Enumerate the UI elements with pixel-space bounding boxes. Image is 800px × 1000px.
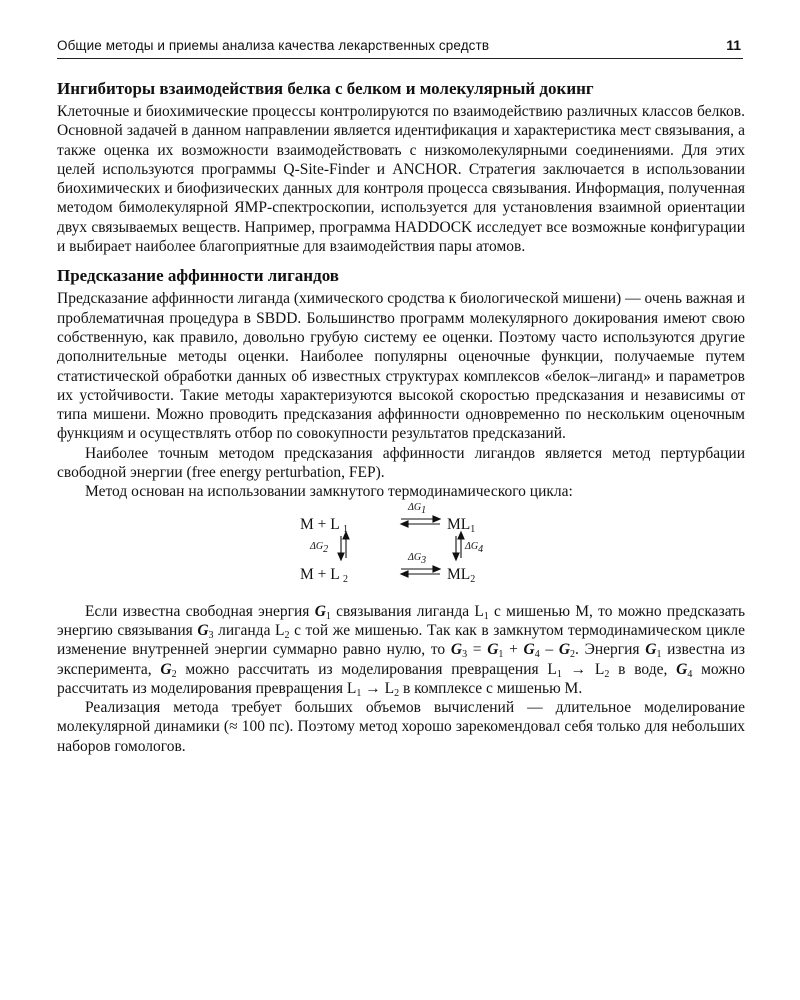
paragraph-ppi: Клеточные и биохимические процессы контролируются по взаимодействию различных классов белков. Основной задачей в данном направлении является идентификация и характеристика мест связывания, а также оценка их возможности взаимодействовать с низкомолекулярными соединениями. Для этих целей используются программы Q-Site-Finder и ANCHOR. Стратегия заключается в использовании биохимических и биофизических данных для контроля процесса связывания. Информация, полученная методом бимолекулярной ЯМР-спектроскопии, используется для установления взаимной ориентации двух связываемых веществ. Например, программа HADDOCK исследует все возможные конфигурации и выбирает наиболее благоприятные для взаимодействия пары атомов. bbox=[57, 103, 745, 256]
cycle-top-left: M + L $_1$ bbox=[300, 515, 349, 535]
arrow-left-down-head bbox=[338, 553, 344, 560]
running-head bbox=[57, 36, 743, 59]
arrow-top-forward-head bbox=[433, 516, 440, 522]
arrow-right-down-head bbox=[453, 553, 459, 560]
arrow-bottom-forward-head bbox=[433, 566, 440, 572]
cycle-arrows bbox=[57, 502, 745, 602]
paragraph-affinity-1: Предсказание аффинности лиганда (химического сродства к биологической мишени) — очень важная и проблематичная процедура в SBDD. Большинство программ молекулярного докирования имеют свою собственную, как правило, довольно грубую систему ее оценки. Поэтому часто используются другие дополнительные методы оценки. Наиболее популярны оценочные функции, получаемые путем статистической обработки данных об известных структурах комплексов «белок–лиганд» и параметров их устойчивости. Такие методы характеризуются высокой скоростью предсказания и независимы от типа мишени. Можно проводить предсказания аффинности одновременно по нескольким оценочным функциям и осуществлять отбор по совокупности результатов предсказаний. bbox=[57, 290, 745, 443]
paragraph-affinity-3: Метод основан на использовании замкнутого термодинамического цикла: bbox=[85, 483, 573, 501]
cycle-top-right: $ML_1$ bbox=[447, 515, 476, 535]
delta-g4-label: $\Delta G_4$ bbox=[465, 540, 484, 555]
arrow-bottom-back-head bbox=[401, 571, 408, 577]
section-heading-affinity: Предсказание аффинности лигандов bbox=[57, 266, 339, 286]
cycle-bottom-right: $ML_2$ bbox=[447, 565, 476, 585]
page-number: 11 bbox=[726, 37, 741, 53]
delta-g1-label: $\Delta G_1$ bbox=[408, 501, 427, 516]
paragraph-affinity-2: Наиболее точным методом предсказания аффинности лигандов является метод пертурбации свободной энергии (free energy perturbation, FEP). bbox=[57, 444, 745, 482]
thermodynamic-cycle bbox=[57, 502, 745, 602]
page-content bbox=[57, 78, 745, 756]
paragraph-fep-cost: Реализация метода требует больших объемов вычислений — длительное моделирование молекулярной динамики (≈ 100 пс). Поэтому метод хорошо зарекомендовал себя только для небольших наборов гомологов. bbox=[57, 699, 745, 755]
section-heading-ppi: Ингибиторы взаимодействия белка с белком и молекулярный докинг bbox=[57, 79, 594, 98]
paragraph-fep-explanation: Если известна свободная энергия $G_1$ связывания лиганда $L_1$ с мишенью M, то можно предсказать энергию связывания $G_3$ лиганда $L_2$ с той же мишенью. Так как в замкнутом термодинамическом цикле изменение внутренней энергии суммарно равно нулю, то $G_3 = G_1 + G_4 - G_2$. Энергия $G_1$ известна из эксперимента, $G_2$ можно рассчитать из моделирования превращения $L_1 \to L_2$ в воде, $G_4$ можно рассчитать из моделирования превращения $L_1 \to L_2$ в комплексе с мишенью M. bbox=[57, 602, 746, 699]
running-head-title: Общие методы и приемы анализа качества лекарственных средств bbox=[57, 38, 490, 53]
delta-g2-label: $\Delta G_2$ bbox=[310, 540, 329, 555]
arrow-top-back-head bbox=[401, 521, 408, 527]
delta-g3-label: $\Delta G_3$ bbox=[408, 551, 427, 566]
cycle-bottom-left: M + L $_2$ bbox=[300, 565, 349, 585]
